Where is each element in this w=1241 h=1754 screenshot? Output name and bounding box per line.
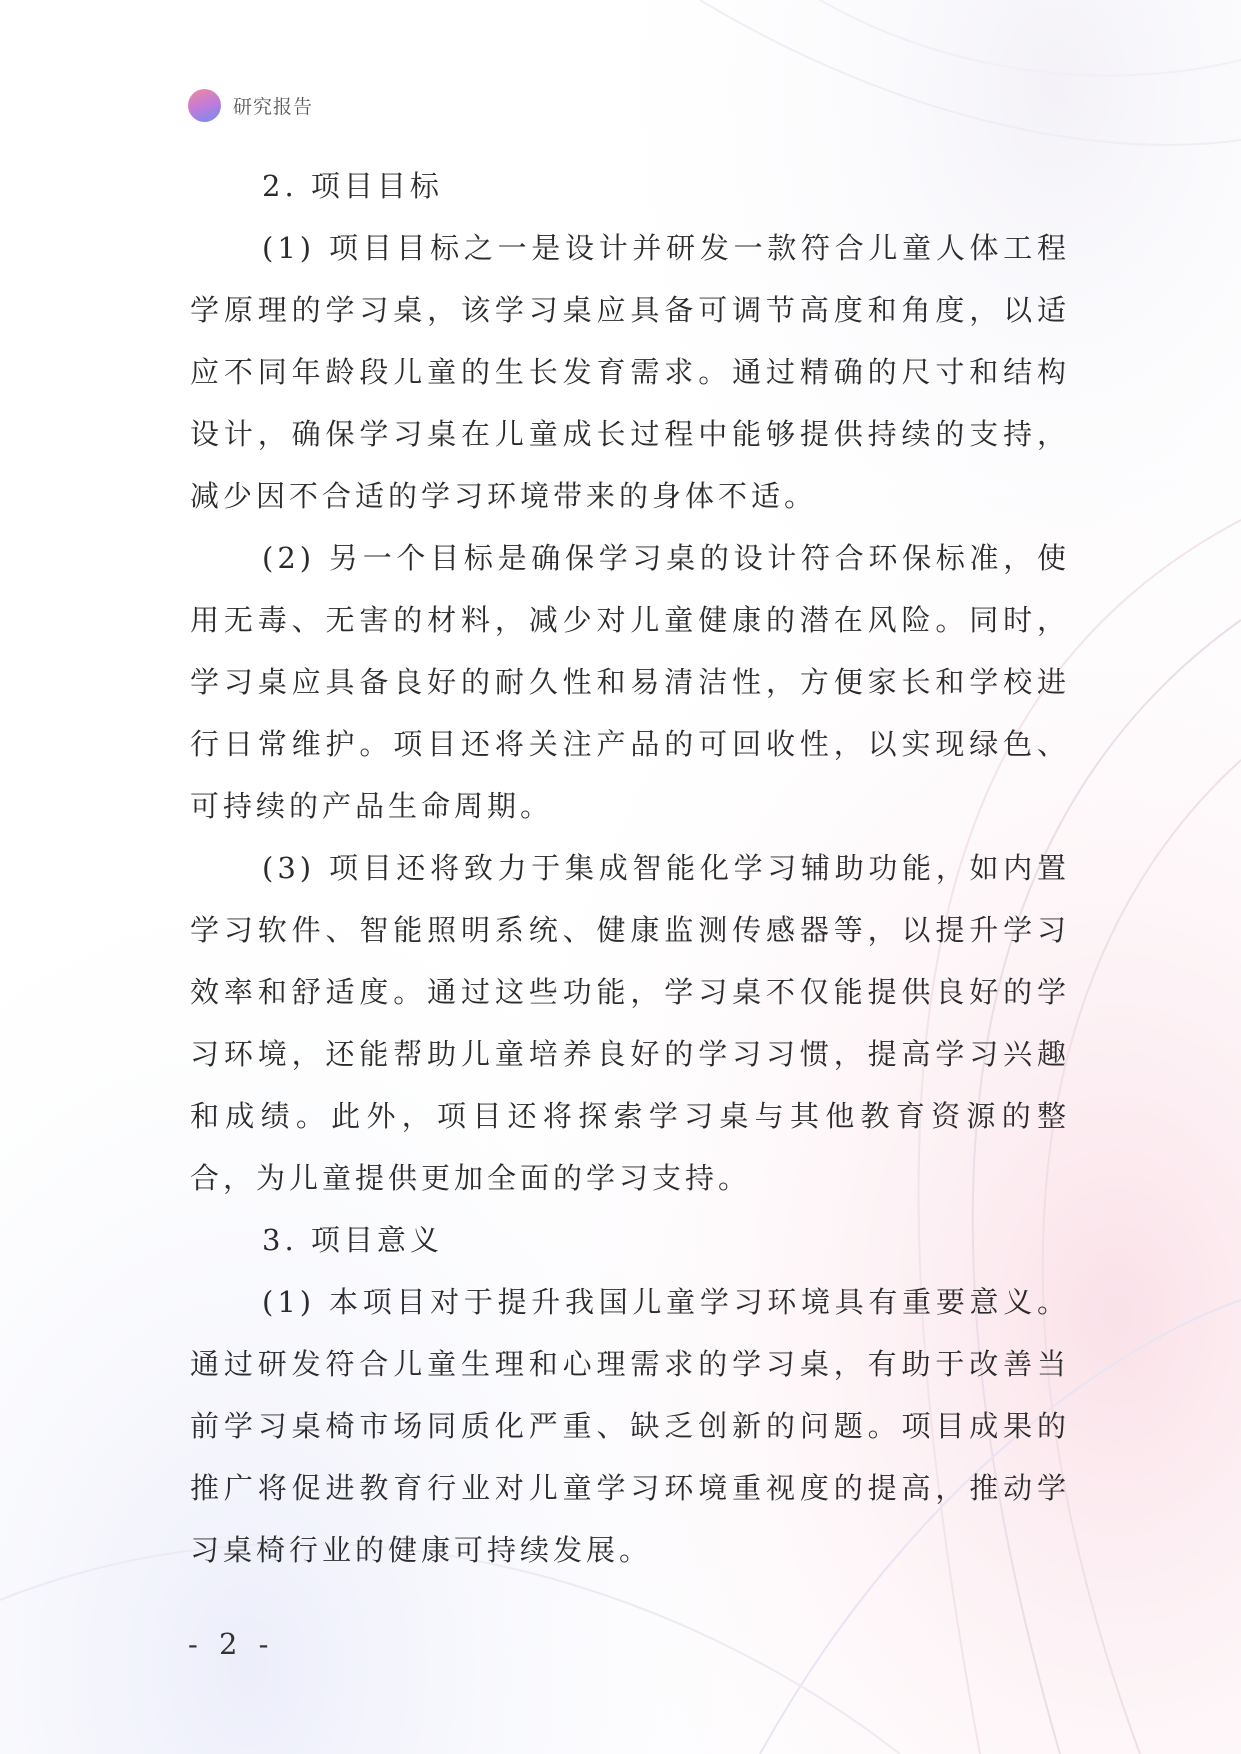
goal-paragraph-2: (2) 另一个目标是确保学习桌的设计符合环保标准，使用无毒、无害的材料，减少对儿童健康的潜在风险。同时，学习桌应具备良好的耐久性和易清洁性，方便家长和学校进行日常维护。项目还将关注产品的可回收性，以实现绿色、可持续的产品生命周期。 [190, 541, 1070, 823]
report-header [188, 88, 313, 122]
goal-paragraph-1: (1) 项目目标之一是设计并研发一款符合儿童人体工程学原理的学习桌，该学习桌应具备可调节高度和角度，以适应不同年龄段儿童的生长发育需求。通过精确的尺寸和结构设计，确保学习桌在儿童成长过程中能够提供持续的支持，减少因不合适的学习环境带来的身体不适。 [190, 231, 1070, 513]
significance-paragraph-1: (1) 本项目对于提升我国儿童学习环境具有重要意义。通过研发符合儿童生理和心理需求的学习桌，有助于改善当前学习桌椅市场同质化严重、缺乏创新的问题。项目成果的推广将促进教育行业对儿童学习环境重视度的提高，推动学习桌椅行业的健康可持续发展。 [190, 1285, 1070, 1567]
goal-paragraph-3: (3) 项目还将致力于集成智能化学习辅助功能，如内置学习软件、智能照明系统、健康监测传感器等，以提升学习效率和舒适度。通过这些功能，学习桌不仅能提供良好的学习环境，还能帮助儿童培养良好的学习习惯，提高学习兴趣和成绩。此外，项目还将探索学习桌与其他教育资源的整合，为儿童提供更加全面的学习支持。 [190, 851, 1070, 1195]
report-logo-icon [188, 89, 221, 122]
header-title: 研究报告 [233, 95, 314, 118]
section-heading-goals: 2. 项目目标 [262, 169, 443, 203]
page-number: - 2 - [188, 1627, 275, 1661]
document-body [190, 155, 1070, 1581]
section-heading-significance: 3. 项目意义 [262, 1223, 443, 1257]
